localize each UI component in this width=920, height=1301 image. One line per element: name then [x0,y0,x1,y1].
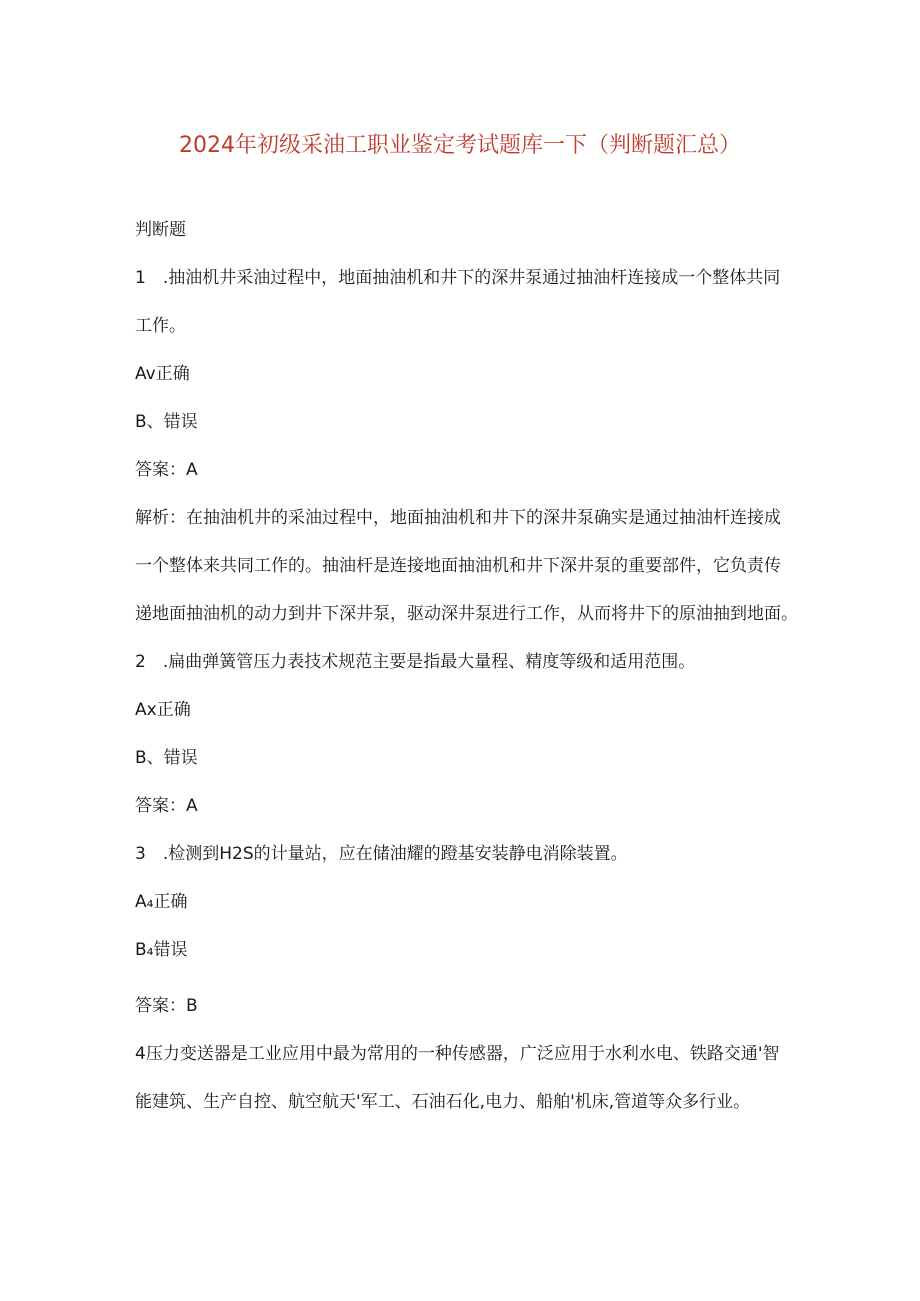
question-2-stem: 2 .扁曲弹簧管压力表技术规范主要是指最大量程、精度等级和适用范围。 [135,652,696,672]
question-4-stem-line-2: 能建筑、生产自控、航空航天'军工、石油石化,电力、船舶'机床,管道等众多行业。 [135,1092,751,1112]
question-3-stem: 3 .检测到H2S的计量站，应在储油耀的蹬基安装静电消除装置。 [135,844,628,864]
question-2-option-b: B、错误 [135,748,198,768]
question-2-answer: 答案：A [135,796,198,816]
section-heading: 判断题 [135,220,186,240]
page-title: 2024年初级采油工职业鉴定考试题库一下（判断题汇总） [179,133,741,158]
question-1-stem-line-2: 工作。 [135,316,186,336]
question-1-option-a: Av正确 [135,364,190,384]
question-2-option-a: Ax正确 [135,700,191,720]
question-1-option-b: B、错误 [135,412,198,432]
question-1-analysis-line-2: 一个整体来共同工作的。抽油杆是连接地面抽油机和井下深井泵的重要部件，它负责传 [135,556,781,576]
question-1-stem-line-1: 1 .抽油机井采油过程中，地面抽油机和井下的深井泵通过抽油杆连接成一个整体共同 [135,268,781,288]
question-3-option-a: A₄正确 [135,892,188,912]
question-4-stem-line-1: 4压力变送器是工业应用中最为常用的一种传感器，广泛应用于水利水电、铁路交通'智 [135,1044,780,1064]
question-1-answer: 答案：A [135,460,198,480]
question-1-analysis-line-1: 解析：在抽油机井的采油过程中，地面抽油机和井下的深井泵确实是通过抽油杆连接成 [135,508,781,528]
question-1-analysis-line-3: 递地面抽油机的动力到井下深井泵，驱动深井泵进行工作，从而将井下的原油抽到地面。 [135,604,798,624]
question-3-answer: 答案：B [135,996,198,1016]
question-3-option-b: B₄错误 [135,940,188,960]
